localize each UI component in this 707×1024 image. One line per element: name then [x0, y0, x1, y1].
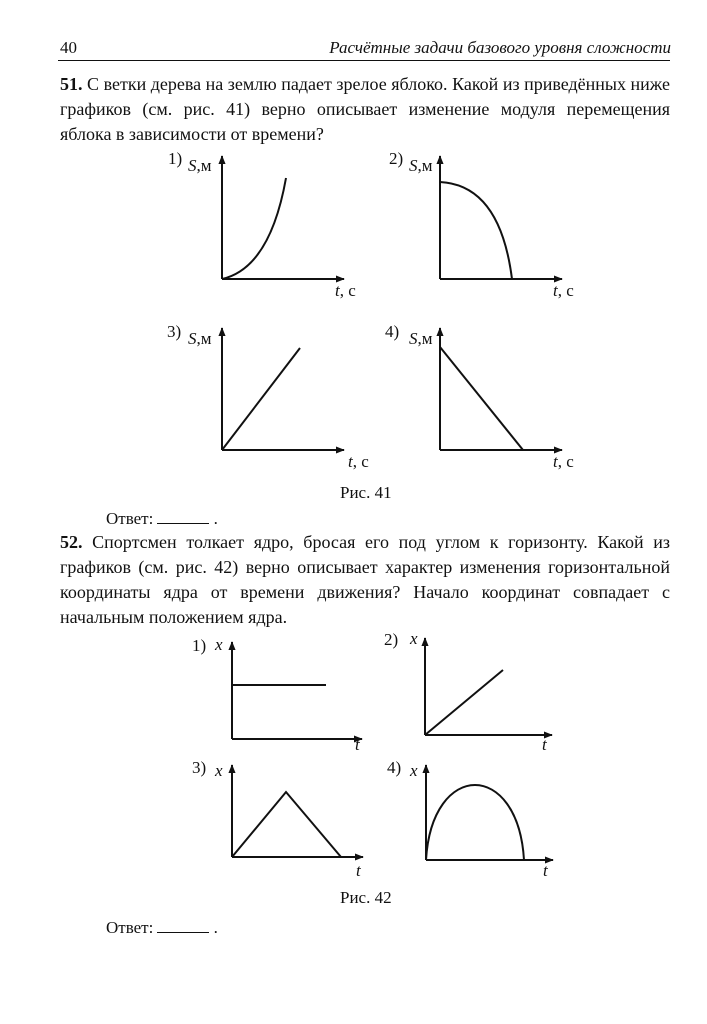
figure-41-caption: Рис. 41	[340, 483, 392, 502]
fig42-graph-1	[192, 635, 362, 754]
fig42-graph-2	[384, 629, 552, 754]
answer-51-label: Ответ:	[106, 509, 154, 528]
answer-52	[106, 918, 218, 938]
figure-42-caption: Рис. 42	[340, 888, 392, 907]
problem-52-number: 52.	[60, 532, 83, 552]
fig42-graph-4	[387, 758, 553, 880]
answer-51-blank[interactable]	[157, 509, 209, 524]
fig41-graph-2	[389, 149, 574, 300]
fig41-graph-3-label: 3)	[167, 322, 182, 341]
fig42-graph-3-line	[232, 792, 341, 857]
fig42-graph-3	[192, 758, 363, 880]
fig41-graph-4-y-label: S,м	[409, 329, 433, 348]
problem-51-body: С ветки дерева на землю падает зрелое яблоко. Какой из приведённых ниже графиков (см. рис. 41) верно описывает изменение модуля перемещения яблока в зависимости от времени?	[60, 74, 670, 144]
fig42-graph-4-y-label: x	[410, 761, 418, 780]
fig41-graph-4-label: 4)	[385, 322, 400, 341]
fig41-graph-4-x-label: t, с	[553, 452, 574, 471]
fig42-graph-4-label: 4)	[387, 758, 402, 777]
fig41-graph-3	[167, 322, 369, 471]
answer-52-label: Ответ:	[106, 918, 154, 937]
fig41-graph-1-label: 1)	[168, 149, 183, 168]
fig41-graph-2-x-label: t, с	[553, 281, 574, 300]
fig42-graph-4-curve	[426, 785, 524, 860]
fig41-graph-2-curve	[440, 182, 512, 279]
fig42-graph-1-x-label: t	[355, 735, 360, 754]
page-number: 40	[60, 38, 77, 57]
fig41-graph-3-y-label: S,м	[188, 329, 212, 348]
fig41-graph-3-line	[222, 348, 300, 450]
fig42-graph-1-y-label: x	[215, 635, 223, 654]
problem-52-text	[60, 530, 670, 630]
fig42-graph-2-label: 2)	[384, 630, 399, 649]
fig42-graph-2-y-label: x	[410, 629, 418, 648]
fig42-graph-2-line	[425, 670, 503, 735]
fig41-graph-4	[385, 322, 574, 471]
answer-52-period: .	[213, 918, 218, 937]
fig42-graph-2-x-label: t	[542, 735, 547, 754]
fig42-graph-3-x-label: t	[356, 861, 361, 880]
fig42-graph-1-label: 1)	[192, 636, 207, 655]
fig41-graph-2-y-label: S,м	[409, 156, 433, 175]
problem-51-number: 51.	[60, 74, 83, 94]
fig42-graph-4-x-label: t	[543, 861, 548, 880]
answer-51	[106, 509, 218, 529]
answer-52-blank[interactable]	[157, 918, 209, 933]
fig41-graph-1-curve	[222, 178, 286, 279]
problem-52-body: Спортсмен толкает ядро, бросая его под углом к горизонту. Какой из графиков (см. рис. 42) верно описывает характер изменения горизонтальной координаты ядра от времени движения? Начало координат совпадает с начальным положением ядра.	[60, 532, 671, 627]
fig41-graph-3-x-label: t, с	[348, 452, 369, 471]
fig41-graph-1	[168, 149, 356, 300]
fig42-graph-3-y-label: x	[215, 761, 223, 780]
fig42-graph-3-label: 3)	[192, 758, 207, 777]
fig41-graph-2-label: 2)	[389, 149, 404, 168]
fig41-graph-1-x-label: t, с	[335, 281, 356, 300]
fig41-graph-4-line	[440, 347, 523, 450]
answer-51-period: .	[213, 509, 218, 528]
running-head: Расчётные задачи базового уровня сложности	[329, 38, 671, 57]
fig41-graph-1-y-label: S,м	[188, 156, 212, 175]
